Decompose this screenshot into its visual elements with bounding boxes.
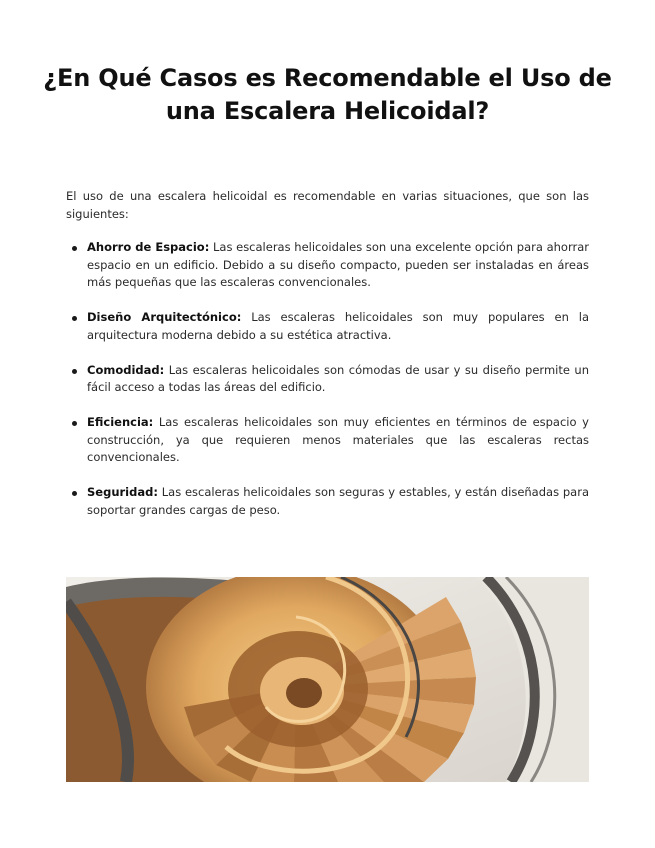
bullet-icon <box>72 491 77 496</box>
recommendation-list <box>66 239 589 537</box>
list-item <box>66 414 589 467</box>
list-item-term: Eficiencia: <box>87 415 154 429</box>
list-item-term: Seguridad: <box>87 485 158 499</box>
list-item <box>66 239 589 292</box>
spiral-center <box>286 678 322 708</box>
bullet-icon <box>72 369 77 374</box>
list-item-text: Las escaleras helicoidales son muy eficientes en términos de espacio y construcción, ya que requieren menos materiales que las escaleras rectas convencionales. <box>87 415 589 464</box>
bullet-icon <box>72 421 77 426</box>
list-item-term: Ahorro de Espacio: <box>87 240 210 254</box>
list-item-text: Las escaleras helicoidales son cómodas de usar y su diseño permite un fácil acceso a todas las áreas del edificio. <box>87 362 589 394</box>
list-item-term: Comodidad: <box>87 362 165 377</box>
list-item-term: Diseño Arquitectónico: <box>87 310 242 324</box>
list-item-text: Las escaleras helicoidales son seguras y estables, y están diseñadas para soportar grandes cargas de peso. <box>87 485 589 517</box>
list-item-text: Las escaleras helicoidales son una excelente opción para ahorrar espacio en un edificio. Debido a su diseño compacto, pueden ser instaladas en áreas más pequeñas que las escaleras convencionales. <box>87 240 589 289</box>
spiral-staircase-photo <box>66 577 589 782</box>
bullet-icon <box>72 246 77 251</box>
list-item <box>66 484 589 519</box>
list-item-text: Las escaleras helicoidales son muy populares en la arquitectura moderna debido a su estética atractiva. <box>87 310 589 342</box>
list-item <box>66 309 589 344</box>
list-item <box>66 362 589 397</box>
staircase-illustration <box>66 577 589 782</box>
bullet-icon <box>72 316 77 321</box>
page-title: ¿En Qué Casos es Recomendable el Uso de una Escalera Helicoidal? <box>43 64 612 125</box>
intro-paragraph: El uso de una escalera helicoidal es recomendable en varias situaciones, que son las siguientes: <box>66 189 589 221</box>
